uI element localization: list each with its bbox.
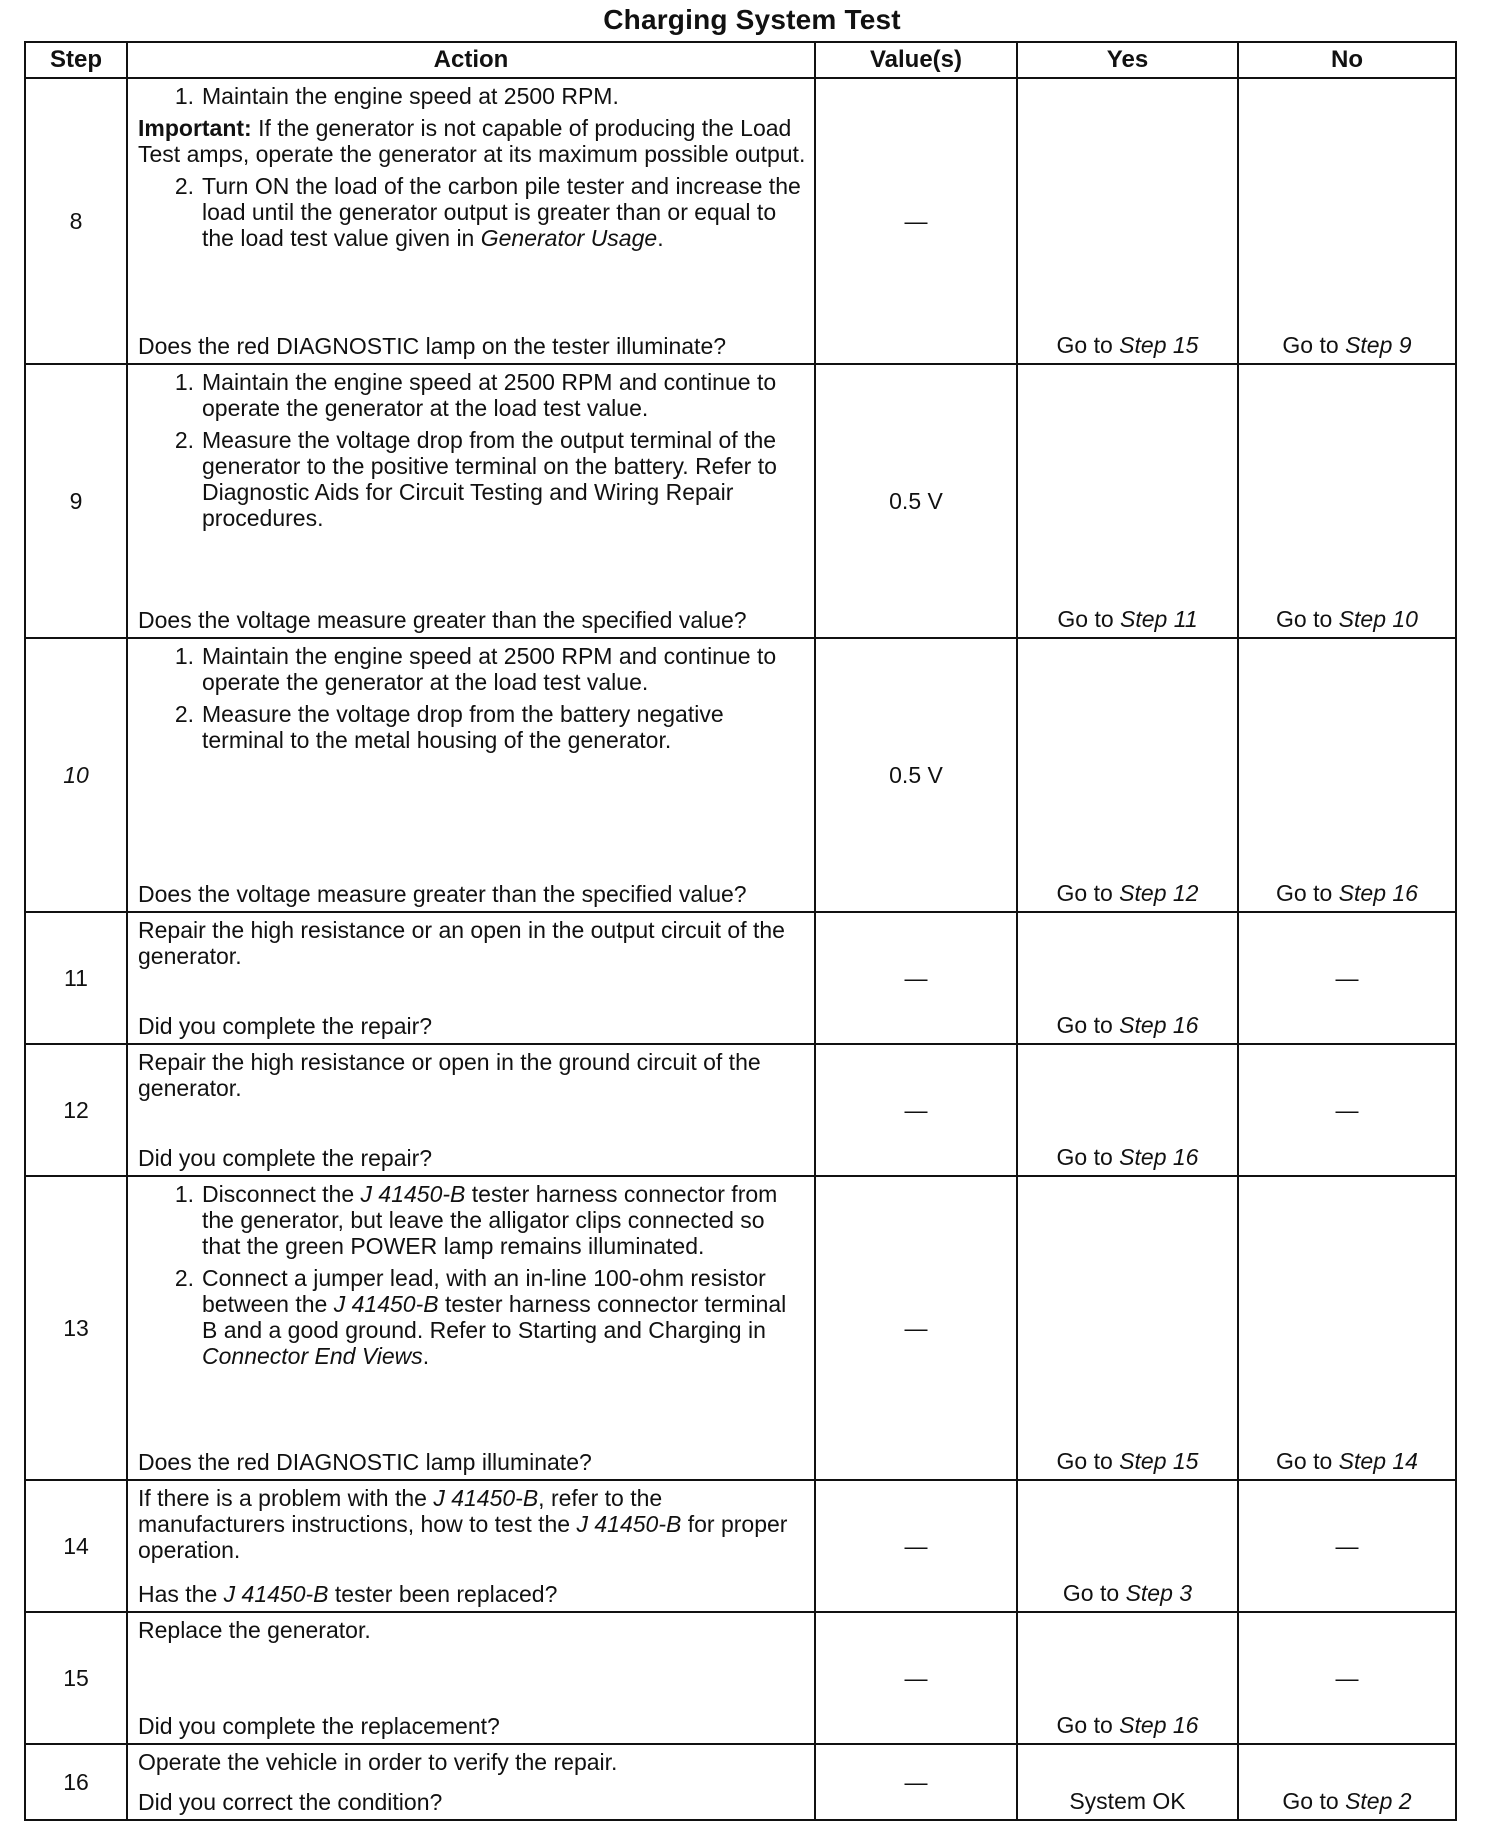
no-cell: —: [1238, 1480, 1456, 1612]
yes-step-link[interactable]: Step 16: [1119, 1144, 1199, 1170]
no-step-link[interactable]: Step 16: [1338, 880, 1418, 906]
yes-cell[interactable]: [1017, 1176, 1238, 1480]
table-row: [25, 1176, 1456, 1480]
action-cell: [127, 1612, 815, 1744]
tool-reference: J 41450-B: [576, 1511, 682, 1537]
no-prefix: Go to: [1282, 1788, 1339, 1814]
important-note: [138, 115, 808, 167]
action-cell: [127, 1744, 815, 1820]
item-number: 2.: [174, 427, 194, 453]
no-cell: —: [1238, 1612, 1456, 1744]
yes-prefix: Go to: [1056, 1012, 1113, 1038]
action-cell: [127, 638, 815, 912]
value-cell: 0.5 V: [815, 364, 1017, 638]
no-cell[interactable]: [1238, 78, 1456, 364]
table-header-row: [25, 42, 1456, 78]
step-number: 13: [25, 1176, 127, 1480]
action-question: Does the voltage measure greater than the specified value?: [138, 881, 747, 907]
action-item: Turn ON the load of the carbon pile tester and increase the load until the generator output is greater than or equal to the load test value given in: [202, 173, 801, 251]
yes-cell[interactable]: [1017, 1480, 1238, 1612]
action-text-part: for proper operation.: [138, 1511, 788, 1563]
important-label: Important:: [138, 115, 252, 141]
charging-system-test-table: [24, 41, 1457, 1821]
action-item: [202, 1181, 808, 1259]
item-number: 2.: [174, 1265, 194, 1291]
item-number: 1.: [174, 369, 194, 395]
no-step-link[interactable]: Step 10: [1338, 606, 1418, 632]
action-item: Maintain the engine speed at 2500 RPM and continue to operate the generator at the load test value.: [202, 643, 777, 695]
tool-reference: J 41450-B: [333, 1291, 439, 1317]
reference-link[interactable]: Connector End Views: [202, 1343, 423, 1369]
no-prefix: Go to: [1282, 332, 1339, 358]
action-text: [138, 1485, 808, 1563]
action-question: Does the voltage measure greater than the specified value?: [138, 607, 747, 633]
action-text-part: If there is a problem with the: [138, 1485, 427, 1511]
action-question: Did you complete the replacement?: [138, 1713, 500, 1739]
value-cell: —: [815, 1744, 1017, 1820]
yes-prefix: Go to: [1056, 1448, 1113, 1474]
yes-cell[interactable]: [1017, 1612, 1238, 1744]
item-number: 1.: [174, 83, 194, 109]
yes-prefix: Go to: [1056, 332, 1113, 358]
no-step-link[interactable]: Step 2: [1345, 1788, 1412, 1814]
no-cell[interactable]: [1238, 1176, 1456, 1480]
yes-prefix: Go to: [1056, 880, 1113, 906]
item-number: 1.: [174, 643, 194, 669]
value-cell: —: [815, 1044, 1017, 1176]
action-text: Repair the high resistance or open in the ground circuit of the generator.: [138, 1049, 761, 1101]
yes-cell[interactable]: [1017, 912, 1238, 1044]
yes-step-link[interactable]: Step 16: [1119, 1012, 1199, 1038]
action-text-part: tester harness connector terminal B and a good ground. Refer to Starting and Charging in: [202, 1291, 787, 1343]
action-cell: [127, 1044, 815, 1176]
no-prefix: Go to: [1276, 606, 1333, 632]
header-step: Step: [25, 42, 127, 78]
yes-step-link[interactable]: Step 12: [1119, 880, 1199, 906]
step-number: 9: [25, 364, 127, 638]
action-question: Does the red DIAGNOSTIC lamp illuminate?: [138, 1449, 592, 1475]
value-cell: —: [815, 78, 1017, 364]
yes-cell: System OK: [1017, 1744, 1238, 1820]
action-text: Repair the high resistance or an open in the output circuit of the generator.: [138, 917, 785, 969]
document-title: Charging System Test: [603, 4, 901, 35]
table-row: [25, 1744, 1456, 1820]
step-number: 11: [25, 912, 127, 1044]
value-cell: —: [815, 1176, 1017, 1480]
important-text: If the generator is not capable of producing the Load Test amps, operate the generator at its maximum possible output.: [138, 115, 806, 167]
table-row: [25, 1480, 1456, 1612]
no-prefix: Go to: [1276, 1448, 1333, 1474]
value-cell: —: [815, 1480, 1017, 1612]
action-cell: 1. Maintain the engine speed at 2500 RPM. Important: If the generator is not capable of producing the Load Test amps, operate the generator at its maximum possible output. 2. Turn ON the load of the carbon pile tester and increase the load until the generator output is greater than or equal to the load test value given in Generator Usage. Does the red DIAGNOSTIC lamp on the tester illuminate?: [127, 78, 815, 364]
table-row: [25, 1612, 1456, 1744]
yes-step-link[interactable]: Step 15: [1119, 1448, 1199, 1474]
question-part: tester been replaced?: [334, 1581, 558, 1607]
action-question: Did you complete the repair?: [138, 1013, 433, 1039]
action-item: Measure the voltage drop from the battery negative terminal to the metal housing of the generator.: [202, 701, 724, 753]
action-question: [138, 1581, 808, 1607]
no-cell[interactable]: [1238, 638, 1456, 912]
yes-cell[interactable]: [1017, 1044, 1238, 1176]
yes-cell[interactable]: [1017, 78, 1238, 364]
step-number: 8: [25, 78, 127, 364]
no-cell[interactable]: [1238, 364, 1456, 638]
yes-prefix: Go to: [1056, 1144, 1113, 1170]
table-row: [25, 912, 1456, 1044]
no-prefix: Go to: [1276, 880, 1333, 906]
value-cell: —: [815, 912, 1017, 1044]
header-values: Value(s): [815, 42, 1017, 78]
action-question: Did you complete the repair?: [138, 1145, 433, 1171]
action-cell: [127, 1176, 815, 1480]
action-item: Measure the voltage drop from the output terminal of the generator to the positive terminal on the battery. Refer to Diagnostic Aids for Circuit Testing and Wiring Repair procedures.: [202, 427, 777, 531]
no-cell: —: [1238, 912, 1456, 1044]
yes-prefix: Go to: [1062, 1580, 1120, 1606]
table-row: [25, 78, 1456, 364]
header-action: Action: [127, 42, 815, 78]
yes-step-link[interactable]: Step 3: [1125, 1580, 1193, 1606]
header-yes: Yes: [1017, 42, 1238, 78]
item-number: 2.: [174, 173, 194, 199]
action-text-part: tester harness connector from the generator, but leave the alligator clips connected so that the green POWER lamp remains illuminated.: [202, 1181, 778, 1259]
value-cell: 0.5 V: [815, 638, 1017, 912]
yes-step-link[interactable]: Step 11: [1120, 606, 1198, 632]
table-row: [25, 638, 1456, 912]
no-step-link[interactable]: Step 9: [1345, 332, 1412, 358]
step-number: 16: [25, 1744, 127, 1820]
action-question: Does the red DIAGNOSTIC lamp on the tester illuminate?: [138, 333, 727, 359]
action-item: Maintain the engine speed at 2500 RPM and continue to operate the generator at the load test value.: [202, 369, 777, 421]
step-number-text: 10: [63, 761, 89, 788]
value-cell: —: [815, 1612, 1017, 1744]
action-cell: [127, 1480, 815, 1612]
tool-reference: J 41450-B: [433, 1485, 539, 1511]
reference-link[interactable]: Generator Usage: [480, 225, 658, 251]
action-cell: [127, 912, 815, 1044]
tool-reference: J 41450-B: [223, 1581, 329, 1607]
yes-step-link[interactable]: Step 16: [1119, 1712, 1199, 1738]
no-cell[interactable]: [1238, 1744, 1456, 1820]
action-cell: [127, 364, 815, 638]
step-number: [25, 638, 127, 912]
step-number: 14: [25, 1480, 127, 1612]
action-text-part: , refer to the manufacturers instructions, how to test the: [138, 1485, 663, 1537]
yes-cell[interactable]: [1017, 638, 1238, 912]
table-row: [25, 1044, 1456, 1176]
step-number: 15: [25, 1612, 127, 1744]
action-text-part: Disconnect the: [202, 1181, 355, 1207]
item-number: 2.: [174, 701, 194, 727]
yes-step-link[interactable]: Step 15: [1119, 332, 1199, 358]
action-question: Did you correct the condition?: [138, 1789, 443, 1815]
yes-prefix: Go to: [1056, 1712, 1113, 1738]
table-row: [25, 364, 1456, 638]
no-cell: —: [1238, 1044, 1456, 1176]
header-no: No: [1238, 42, 1456, 78]
action-item: Maintain the engine speed at 2500 RPM.: [202, 83, 619, 109]
action-text: Operate the vehicle in order to verify the repair.: [138, 1749, 618, 1775]
action-text-part: Connect a jumper lead, with an in-line 100-ohm resistor between the: [202, 1265, 766, 1317]
yes-cell[interactable]: [1017, 364, 1238, 638]
question-part: Has the: [138, 1581, 218, 1607]
action-item: Connect a jumper lead, with an in-line 100-ohm resistor between the J 41450-B tester harness connector terminal B and a good ground. Refer to Starting and Charging in Connector End Views.: [202, 1265, 787, 1369]
action-text: Replace the generator.: [138, 1617, 371, 1643]
tool-reference: J 41450-B: [360, 1181, 466, 1207]
item-number: 1.: [174, 1181, 194, 1207]
step-number: 12: [25, 1044, 127, 1176]
yes-prefix: Go to: [1057, 606, 1114, 632]
no-step-link[interactable]: Step 14: [1338, 1448, 1418, 1474]
